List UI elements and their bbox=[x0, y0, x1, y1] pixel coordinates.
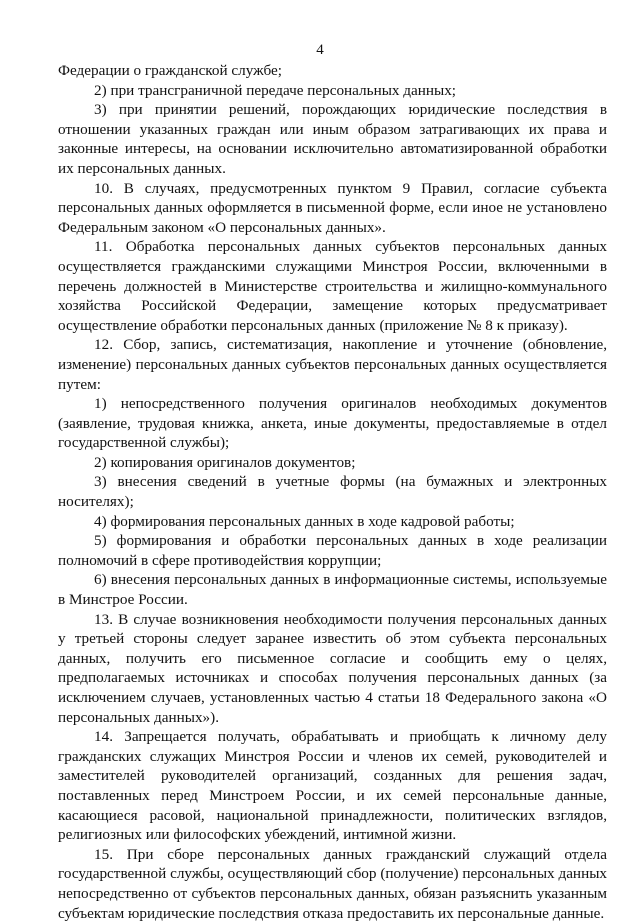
clause-12-item-1: 1) непосредственного получения оригиналов необходимых документов (заявление, трудовая книжка, анкета, иные документы, предоставляемые в отдел государственной службы); bbox=[58, 395, 607, 452]
paragraph-continuation: Федерации о гражданской службе; bbox=[58, 62, 282, 79]
clause-12-item-3: 3) внесения сведений в учетные формы (на бумажных и электронных носителях); bbox=[58, 473, 607, 511]
clause-11: 11. Обработка персональных данных субъектов персональных данных осуществляется гражданскими служащими Минстроя России, включенными в перечень должностей в Министерстве строительства и жилищно-коммунального хозяйства Российской Федерации, замещение которых предусматривает осуществление обработки персональных данных (приложение № 8 к приказу). bbox=[58, 238, 607, 334]
list-item-2: 2) при трансграничной передаче персональных данных; bbox=[94, 81, 457, 99]
list-item-3: 3) при принятии решений, порождающих юридические последствия в отношении указанных граждан или иным образом затрагивающих их права и законные интересы, на основании исключительно автоматизированной обработки их персональных данных. bbox=[58, 101, 607, 177]
document-body bbox=[58, 61, 607, 923]
page-number: 4 bbox=[316, 42, 324, 58]
clause-12-item-2: 2) копирования оригиналов документов; bbox=[94, 453, 356, 471]
clause-15: 15. При сборе персональных данных гражданский служащий отдела государственной службы, осуществляющий сбор (получение) персональных данных непосредственно от субъектов персональных данных, обязан разъяснить указанным субъектам юридические последствия отказа предоставить их персональные данные. bbox=[58, 845, 607, 922]
clause-14: 14. Запрещается получать, обрабатывать и приобщать к личному делу гражданских служащих Минстроя России и членов их семей, руководителей и заместителей руководителей организаций, созданных для решения задач, поставленных перед Минстроем России, и их семей персональные данные, касающиеся расовой, национальной принадлежности, политических взглядов, религиозных или философских убеждений, интимной жизни. bbox=[58, 728, 607, 844]
clause-10: 10. В случаях, предусмотренных пунктом 9 Правил, согласие субъекта персональных данных оформляется в письменной форме, если иное не установлено Федеральным законом «О персональных данных». bbox=[58, 179, 607, 236]
clause-12-item-4: 4) формирования персональных данных в ходе кадровой работы; bbox=[94, 512, 515, 530]
clause-12-item-6: 6) внесения персональных данных в информационные системы, используемые в Минстрое России. bbox=[58, 571, 607, 609]
clause-12: 12. Сбор, запись, систематизация, накопление и уточнение (обновление, изменение) персональных данных субъектов персональных данных осуществляется путем: bbox=[58, 336, 607, 393]
clause-13: 13. В случае возникновения необходимости получения персональных данных у третьей стороны следует заранее известить об этом субъекта персональных данных, получить его письменное согласие и сообщить ему о целях, предполагаемых источниках и способах получения персональных данных (за исключением случаев, установленных частью 4 статьи 18 Федерального закона «О персональных данных»). bbox=[58, 610, 607, 726]
clause-12-item-5: 5) формирования и обработки персональных данных в ходе реализации полномочий в сфере противодействия коррупции; bbox=[58, 532, 607, 569]
